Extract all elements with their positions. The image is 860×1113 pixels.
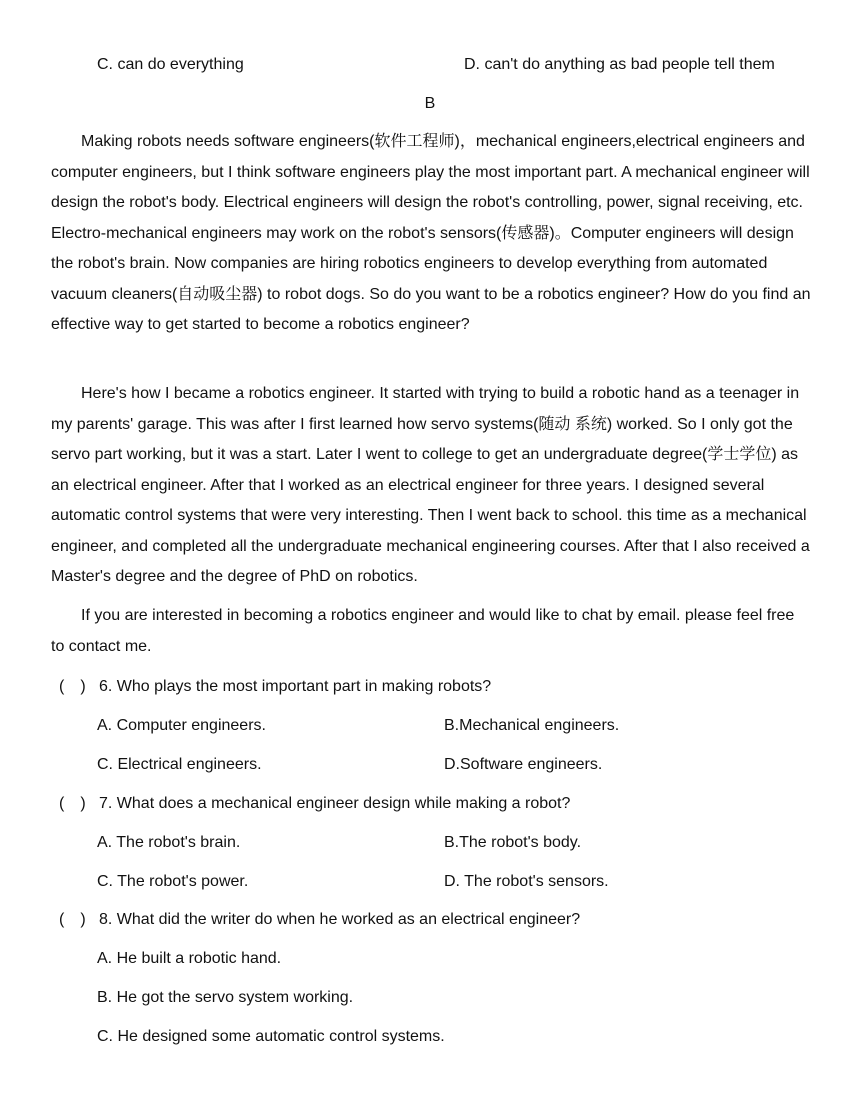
option-a: A. Computer engineers.: [97, 717, 266, 734]
question-text: 7. What does a mechanical engineer design while making a robot?: [99, 795, 571, 812]
passage-paragraph-1: Making robots needs software engineers(软件工程师)，mechanical engineers,electrical engineers and computer engineers, but I think software engineers play the most important part. A mechanical engineer will design the robot's body. Electrical engineers will design the robot's controlling, power, signal receiving, etc. Electro-mechanical engineers may work on the robot's sensors(传感器)。Computer engineers will design the robot's brain. Now companies are hiring robotics engineers to develop everything from automated vacuum cleaners(自动吸尘器) to robot dogs. So do you want to be a robotics engineer? How do you find an effective way to get started to become a robotics engineer?: [51, 133, 811, 333]
option-b: B.Mechanical engineers.: [444, 717, 620, 734]
question-text: 6. Who plays the most important part in making robots?: [99, 678, 492, 695]
option-d: D.Software engineers.: [444, 756, 603, 773]
option-c: C. can do everything: [97, 56, 244, 73]
option-b: B. He got the servo system working.: [97, 989, 354, 1006]
question-8: [59, 910, 580, 930]
answer-blank[interactable]: ( ): [59, 795, 86, 812]
answer-blank[interactable]: ( ): [59, 911, 86, 928]
option-c: C. Electrical engineers.: [97, 756, 262, 773]
passage-paragraph-3: If you are interested in becoming a robotics engineer and would like to chat by email. please feel free to contact me.: [51, 607, 795, 655]
answer-blank[interactable]: ( ): [59, 678, 86, 695]
option-d: D. can't do anything as bad people tell them: [464, 56, 775, 73]
option-c: C. He designed some automatic control systems.: [97, 1028, 445, 1045]
option-c: C. The robot's power.: [97, 873, 249, 890]
prev-options-row: [0, 55, 860, 75]
question-7: [59, 794, 570, 814]
passage-paragraph-2: Here's how I became a robotics engineer. It started with trying to build a robotic hand as a teenager in my parents' garage. This was after I first learned how servo systems(随动 系统) worked. So I only got the servo part working, but it was a start. Later I went to college to get an undergraduate degree(学士学位) as an electrical engineer. After that I worked as an electrical engineer for three years. I designed several automatic control systems that were very interesting. Then I went back to school. this time as a mechanical engineer, and completed all the undergraduate mechanical engineering courses. After that I also received a Master's degree and the degree of PhD on robotics.: [51, 385, 810, 585]
question-6: [59, 677, 491, 697]
option-d: D. The robot's sensors.: [444, 873, 609, 890]
question-text: 8. What did the writer do when he worked as an electrical engineer?: [99, 911, 581, 928]
option-a: A. He built a robotic hand.: [97, 950, 282, 967]
option-b: B.The robot's body.: [444, 834, 582, 851]
option-a: A. The robot's brain.: [97, 834, 241, 851]
section-label: B: [424, 95, 436, 112]
